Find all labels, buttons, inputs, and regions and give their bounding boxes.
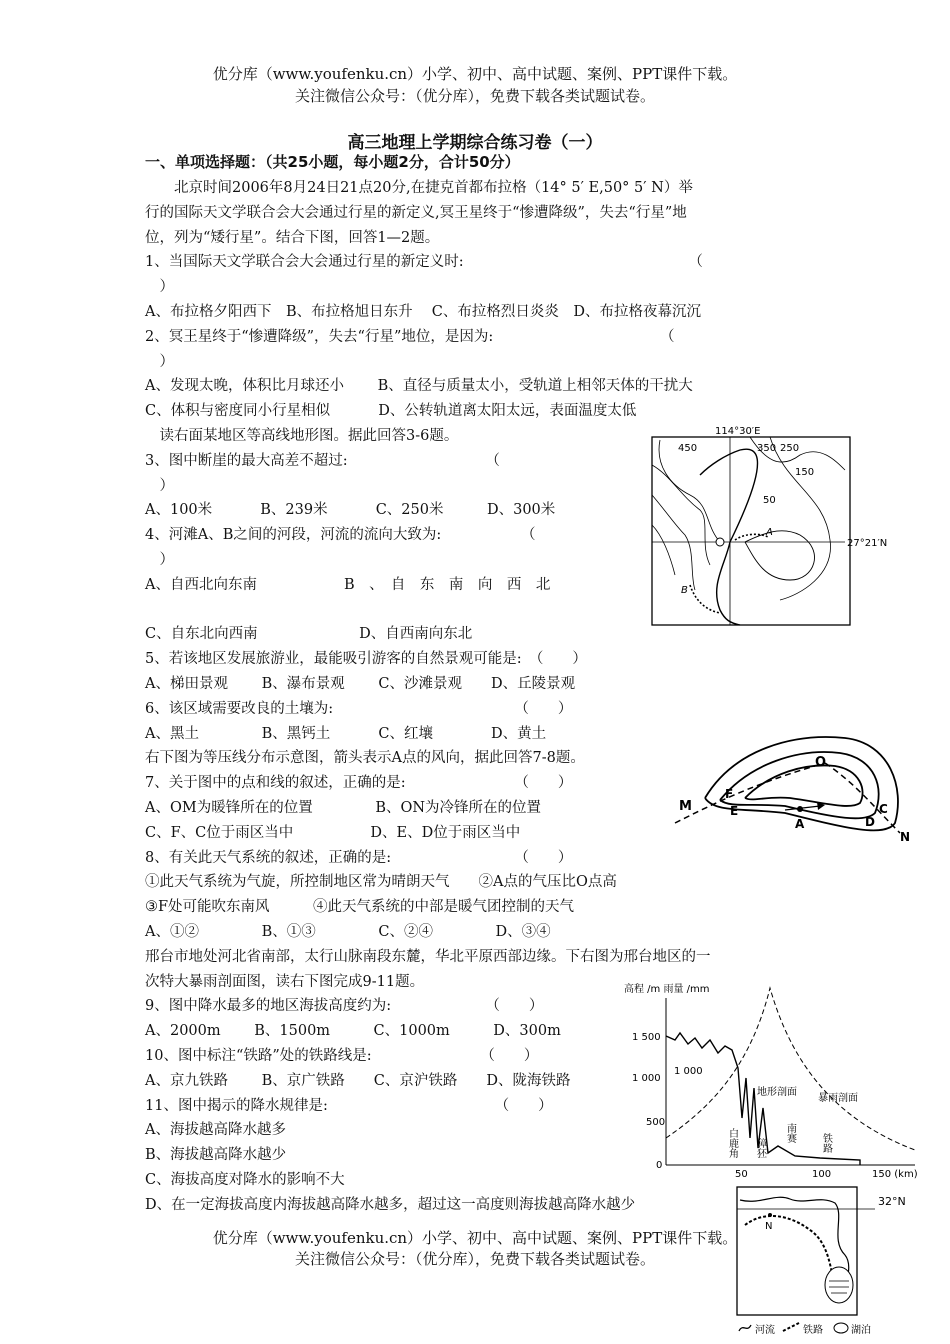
- ytick-0: 0: [656, 1160, 663, 1171]
- profile-inner-label: 1 000: [674, 1066, 703, 1077]
- text-line-22: A、黑土 B、黑钙土 C、红壤 D、黄土: [145, 725, 547, 742]
- label-bailujiao: 白鹿角: [726, 1128, 738, 1158]
- contour-line-east-2: [770, 437, 830, 600]
- hill-contour: [745, 531, 814, 580]
- point-label-a: A: [766, 527, 773, 538]
- isobar-figure: [675, 728, 915, 850]
- label-railway: 铁路: [820, 1133, 832, 1153]
- text-line-3: 1、当国际天文学联合会大会通过行星的新定义时: （: [145, 254, 703, 271]
- isobar-label-d: D: [865, 815, 875, 829]
- text-line-12: ）: [145, 477, 174, 494]
- isobar-label-f: F: [725, 787, 734, 801]
- contour-line-350: [652, 465, 710, 565]
- text-line-25: A、OM为暖锋所在的位置 B、ON为冷锋所在的位置: [145, 800, 542, 816]
- isobar-label-c: C: [879, 802, 888, 816]
- footer-line-1: 优分库（www.youfenku.cn）小学、初中、高中试题、案例、PPT课件下载。: [212, 1229, 738, 1247]
- text-line-38: A、海拔越高降水越多: [145, 1122, 286, 1139]
- profile-ylabel: 高程 /m 雨量 /mm: [624, 984, 710, 995]
- text-line-31: 邢台市地处河北省南部，太行山脉南段东麓，华北平原西部边缘。下右图为邢台地区的一: [145, 948, 711, 965]
- ytick-1000: 1 000: [632, 1073, 661, 1084]
- text-line-39: B、海拔越高降水越少: [145, 1147, 287, 1164]
- header-line-2: 关注微信公众号：（优分库），免费下载各类试题试卷。: [294, 87, 655, 105]
- text-line-13: A、100米 B、239米 C、250米 D、300米: [145, 502, 556, 519]
- text-line-2: 位，列为“矮行星”。结合下图，回答1—2题。: [145, 229, 440, 246]
- text-line-24: 7、关于图中的点和线的叙述，正确的是: （ ）: [145, 775, 573, 792]
- text-line-28: ①此天气系统为气旋，所控制地区常为晴朗天气 ②A点的气压比O点高: [145, 874, 617, 891]
- xtick-150: 150 (km): [872, 1169, 918, 1180]
- text-line-4: ）: [145, 279, 174, 296]
- contour-label-450: 450: [678, 443, 698, 454]
- text-line-0: 北京时间2006年8月24日21点20分,在捷克首都布拉格（14° 5′ E,50° 5′ N）举: [145, 180, 693, 196]
- isobar-label-o: O: [815, 755, 827, 770]
- contour-label-250: 250: [780, 443, 800, 454]
- text-line-34: A、2000m B、1500m C、1000m D、300m: [145, 1023, 561, 1040]
- text-line-1: 行的国际天文学联合会大会通过行星的新定义,冥王星终于“惨遭降级”，失去“行星”地: [145, 204, 687, 221]
- text-line-23: 右下图为等压线分布示意图，箭头表示A点的风向，据此回答7-8题。: [145, 750, 585, 767]
- text-line-33: 9、图中降水最多的地区海拔高度约为: （ ）: [145, 998, 544, 1015]
- xtick-100: 100: [812, 1169, 832, 1180]
- contour-label-50: 50: [763, 495, 776, 506]
- text-line-26: C、F、C位于雨区当中 D、E、D位于雨区当中: [145, 824, 521, 841]
- header-line-1: 优分库（www.youfenku.cn）小学、初中、高中试题、案例、PPT课件下载。: [212, 65, 738, 83]
- text-line-21: 6、该区域需要改良的土壤为: （ ）: [145, 700, 573, 717]
- section-heading: 一、单项选择题：（共25小题，每小题2分，合计50分）: [145, 153, 520, 171]
- text-line-6: 2、冥王星终于“惨遭降级”，失去“行星”地位，是因为: （: [145, 328, 675, 345]
- map-point-n-label: N: [765, 1221, 773, 1232]
- text-line-19: 5、若该地区发展旅游业，最能吸引游客的自然景观可能是: （ ）: [145, 651, 587, 668]
- text-line-40: C、海拔高度对降水的影响不大: [145, 1172, 345, 1188]
- xtick-50: 50: [735, 1169, 748, 1180]
- contour-label-350: 350: [757, 443, 777, 454]
- text-line-16: A、自西北向东南 B 、 自 东 南 向 西 北: [145, 576, 551, 593]
- text-line-10: 读右面某地区等高线地形图。据此回答3-6题。: [145, 428, 459, 444]
- label-zhangpi: 獐狉: [754, 1138, 766, 1158]
- contour-lon-label: 114°30′E: [715, 426, 761, 437]
- legend-railway-label: 铁路: [803, 1325, 823, 1336]
- text-line-36: A、京九铁路 B、京广铁路 C、京沪铁路 D、陇海铁路: [145, 1072, 571, 1089]
- map-lake: [825, 1267, 853, 1303]
- text-line-29: ③F处可能吹东南风 ④此天气系统的中部是暖气团控制的天气: [145, 899, 575, 916]
- contour-line-450: [659, 440, 720, 542]
- point-label-b: B: [681, 585, 688, 596]
- footer-line-2: 关注微信公众号：（优分库），免费下载各类试题试卷。: [294, 1250, 655, 1268]
- isobar-inner: [745, 765, 863, 805]
- text-line-37: 11、图中揭示的降水规律是: （ ）: [145, 1097, 553, 1114]
- label-nansai: 南赛: [784, 1123, 796, 1143]
- legend-lake-label: 湖泊: [851, 1325, 871, 1336]
- text-line-30: A、①② B、①③ C、②④ D、③④: [145, 924, 551, 940]
- text-line-32: 次特大暴雨剖面图，读右下图完成9-11题。: [145, 973, 425, 990]
- label-rainstorm: 暴雨剖面: [818, 1093, 858, 1104]
- ytick-1500: 1 500: [632, 1032, 661, 1043]
- text-line-7: ）: [145, 353, 174, 370]
- label-terrain: 地形剖面: [757, 1087, 797, 1098]
- contour-lat-label: 27°21′N: [847, 538, 888, 549]
- contour-line-150: [652, 525, 675, 575]
- map-point-n-marker: [768, 1213, 772, 1217]
- text-line-11: 3、图中断崖的最大高差不超过: （: [145, 452, 500, 469]
- text-line-14: 4、河滩A、B之间的河段，河流的流向大致为: （: [145, 527, 536, 544]
- page-title: 高三地理上学期综合练习卷（一）: [347, 133, 603, 153]
- isobar-label-a: A: [795, 817, 805, 831]
- point-marker: [716, 538, 724, 546]
- contour-label-150: 150: [795, 467, 815, 478]
- legend-railway-icon: [783, 1323, 799, 1331]
- ytick-500: 500: [646, 1117, 666, 1128]
- text-line-8: A、发现太晚，体积比月球还小 B、直径与质量太小，受轨道上相邻天体的干扰大: [145, 378, 693, 395]
- isobar-label-e: E: [730, 804, 739, 818]
- text-line-35: 10、图中标注“铁路”处的铁路线是: （ ）: [145, 1048, 539, 1064]
- map-lat-label: 32°N: [878, 1195, 906, 1208]
- rainfall-profile-figure: [620, 978, 925, 1180]
- text-line-9: C、体积与密度同小行星相似 D、公转轨道离太阳太远，表面温度太低: [145, 403, 637, 420]
- legend-river-label: 河流: [755, 1325, 775, 1336]
- text-line-41: D、在一定海拔高度内海拔越高降水越多，超过这一高度则海拔越高降水越少: [145, 1196, 636, 1213]
- legend-lake-icon: [834, 1323, 848, 1333]
- text-line-5: A、布拉格夕阳西下 B、布拉格旭日东升 C、布拉格烈日炎炎 D、布拉格夜幕沉沉: [145, 304, 701, 320]
- text-line-15: ）: [145, 552, 174, 568]
- contour-map-figure: [650, 425, 888, 630]
- river-line: [700, 449, 758, 625]
- contour-line-250: [652, 495, 695, 590]
- legend-river-icon: [739, 1325, 751, 1331]
- text-line-27: 8、有关此天气系统的叙述，正确的是: （ ）: [145, 849, 573, 866]
- isobar-label-m: M: [679, 799, 692, 814]
- text-line-20: A、梯田景观 B、瀑布景观 C、沙滩景观 D、丘陵景观: [145, 676, 576, 692]
- isobar-label-n: N: [900, 830, 911, 844]
- text-line-18: C、自东北向西南 D、自西南向东北: [145, 626, 473, 643]
